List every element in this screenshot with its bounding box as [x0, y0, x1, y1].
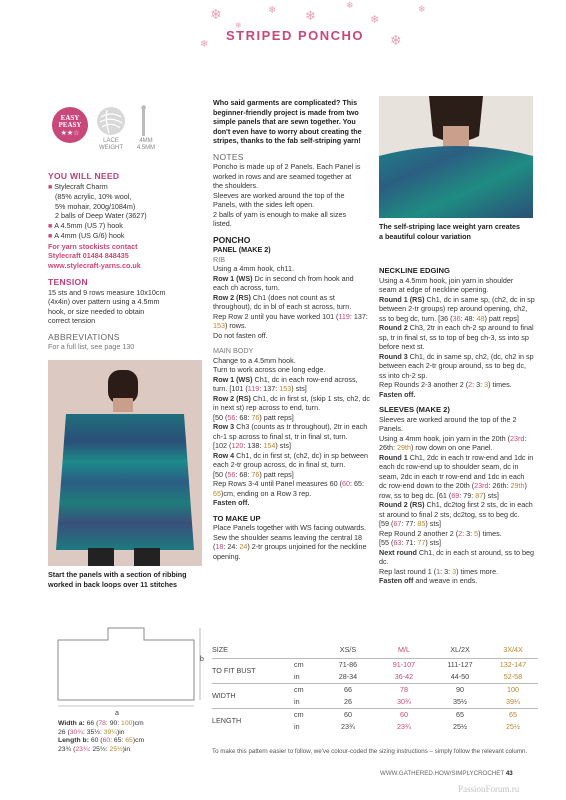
- tension-heading: TENSION: [48, 277, 88, 287]
- page-title: STRIPED PONCHO: [226, 28, 365, 43]
- sizing-footnote: To make this pattern easier to follow, we've colour-coded the sizing instructions – simply follow the relevant column.: [212, 748, 528, 755]
- page-number: 43: [505, 770, 513, 777]
- page-footer: [380, 770, 513, 777]
- bullet-icon: ■: [48, 183, 55, 191]
- poncho-back-photo: [48, 360, 202, 566]
- schematic-label-b: b: [200, 656, 204, 663]
- top-photo-caption: The self-striping lace weight yarn creates a beautiful colour variation: [379, 222, 521, 241]
- snowflake-decoration: ❄: [390, 33, 402, 49]
- notes-heading: NOTES: [213, 151, 244, 162]
- table-row: in 23¾ 23¾ 25½ 25½: [294, 722, 520, 731]
- difficulty-badge: EASY PEASY ★★☆: [52, 107, 88, 143]
- you-will-need-heading: YOU WILL NEED: [48, 171, 120, 181]
- materials-column: YOU WILL NEED ■ Stylecraft Charm (85% acrylic, 10% wool, 5% mohair, 200g/1084m) 2 balls of Deep Water (3627) ■ A 4.5mm (US 7) hook ■ A 4mm (US G/6) hook For yarn stockists contact Stylecraft 01484 848435 www.stylecraft-yarns.co.uk TENSION 15 sts and 9 rows measure 10x10cm (4x4in) over pattern using a 4.5mm hook, or size needed to obtain correct tension ABBREVIATIONS For a full list, see page 130: [48, 172, 198, 352]
- schematic-measurements: Width a: 66 (78: 90: 100)cm 26 (30¾: 35½: 39¼)in Length b: 60 (60: 65: 65)cm 23¾ (23¾: 25½: 25½)in: [58, 720, 145, 753]
- table-row: in 26 30¾ 35½ 39¼: [294, 697, 520, 706]
- schematic-label-a: a: [115, 710, 119, 717]
- size-table: [212, 642, 538, 733]
- bullet-icon: ■: [48, 222, 55, 230]
- bullet-icon: ■: [48, 233, 55, 240]
- table-row: WIDTH cm 66 78 90 100: [212, 683, 538, 696]
- snowflake-decoration: ❄: [305, 9, 316, 24]
- snowflake-decoration: ❄: [235, 21, 242, 30]
- snowflake-decoration: ❄: [370, 13, 380, 26]
- left-photo-caption: Start the panels with a section of ribbing worked in back loops over 11 stitches: [48, 570, 187, 589]
- snowflake-decoration: ❄: [200, 39, 209, 50]
- watermark: PassionForum.ru: [458, 784, 520, 794]
- snowflake-decoration: ❄: [346, 1, 354, 11]
- abbreviations-heading: ABBREVIATIONS: [48, 331, 120, 342]
- yarn-ball-icon: [97, 107, 125, 135]
- instructions-right-column: NECKLINE EDGING Using a 4.5mm hook, join yarn in shoulder seam at edge of neckline opening. Round 1 (RS) Ch1, dc in same sp, (ch2, dc in sp between 2-tr groups) rep around opening, ch2, ss to beg dc, turn. [36 (36: 48: 48) patt reps] Round 2 Ch3, 2tr in each ch-2 sp around to final sp, tr in final st, ss to top of beg ch-3, ss into sp before next st. Round 3 Ch1, dc in same sp, ch2, (dc, ch2 in sp between each 2-tr group around, ss to beg dc, ss into ch-2 sp. Rep Rounds 2-3 another 2 (2: 3: 3) times. Fasten off. SLEEVES (MAKE 2) Sleeves are worked around the top of the 2 Panels. Using a 4mm hook, join yarn in the 20th (23rd: 26th: 29th) row down on one Panel. Round 1 Ch1, 2dc in each tr row-end and 1dc in each dc row-end up to shoulder seam, dc in seam, 2dc in each tr row-end and 1dc in each dc row-end down to the 20th (23rd: 26th: 29th) row, ss to beg dc. [61 (69: 79: 87) sts] Round 2 (RS) Ch1, dc2tog first 2 sts, dc in each st around to final 2 sts, dc2tog, ss to beg dc. [59 (67: 77: 85) sts] Rep Round 2 another 2 (2: 3: 5) times. [55 (63: 71: 77) sts] Next round Ch1, dc in each st around, ss to beg dc. Rep last round 1 (1: 3: 3) times more. Fasten off and weave in ends.: [379, 266, 535, 585]
- crochet-hook-icon: [138, 104, 150, 138]
- snowflake-decoration: ❄: [268, 5, 277, 16]
- table-row: TO FIT BUST cm 71-86 91-107 111-127 132-147: [212, 658, 538, 671]
- snowflake-decoration: ❄: [210, 7, 222, 23]
- snowflake-decoration: ❄: [418, 5, 426, 15]
- hook-size-label: 4MM 4.5MM: [136, 138, 156, 151]
- poncho-heading: PONCHO: [213, 234, 251, 245]
- panel-heading: PANEL (MAKE 2): [213, 245, 271, 254]
- size-table-header: SIZE XS/S M/L XL/2X 3X/4X: [212, 645, 523, 655]
- table-row: in 28-34 36-42 44-50 52-58: [294, 672, 523, 681]
- instructions-middle-column: Who said garments are complicated? This beginner-friendly project is made from two simple panels that are sewn together. You don't even have to worry about creating the stripes, thanks to the fab self-striping yarn! NOTES Poncho is made up of 2 Panels. Each Panel is worked in rows and are seamed together at the shoulders. Sleeves are worked around the top of the Panels, with the sides left open. 2 balls of yarn is enough to make all sizes listed. PONCHO PANEL (MAKE 2) RIB Using a 4mm hook, ch11. Row 1 (WS) Dc in second ch from hook and each ch across, turn. Row 2 (RS) Ch1 (does not count as st throughout), dc in bl of each st across, turn. Rep Row 2 until you have worked 101 (119: 137: 153) rows. Do not fasten off. MAIN BODY Change to a 4.5mm hook. Turn to work across one long edge. Row 1 (WS) Ch1, dc in each row-end across, turn. [101 (119: 137: 153) sts] Row 2 (RS) Ch1, dc in first st, (skip 1 sts, ch2, dc in next st) rep across to end, turn. [50 (56: 68: 76) patt reps] Row 3 Ch3 (counts as tr throughout), 2tr in each ch-1 sp across to final st, tr in final st, turn. [102 (120: 138: 154) sts] Row 4 Ch1, dc in first st, (ch2, dc) in sp between each 2-tr group across, dc in final st, turn. [50 (56: 68: 76) patt reps] Rep Rows 3-4 until Panel measures 60 (60: 65: 65)cm, ending on a Row 3 rep. Fasten off. TO MAKE UP Place Panels together with WS facing outwards. Sew the shoulder seams leaving the central 18 (18: 24: 24) 2-tr groups unjoined for the neckline opening.: [213, 98, 373, 561]
- stockist-link[interactable]: www.stylecraft-yarns.co.uk: [48, 260, 141, 270]
- yarn-weight-label: LACE WEIGHT: [99, 138, 123, 151]
- table-row: LENGTH cm 60 60 65 65: [212, 708, 538, 721]
- size-schematic: [48, 600, 213, 718]
- star-rating: ★★☆: [60, 129, 80, 137]
- footer-url[interactable]: WWW.GATHERED.HOW/SIMPLYCROCHET: [380, 770, 505, 777]
- poncho-closeup-photo: [379, 96, 533, 218]
